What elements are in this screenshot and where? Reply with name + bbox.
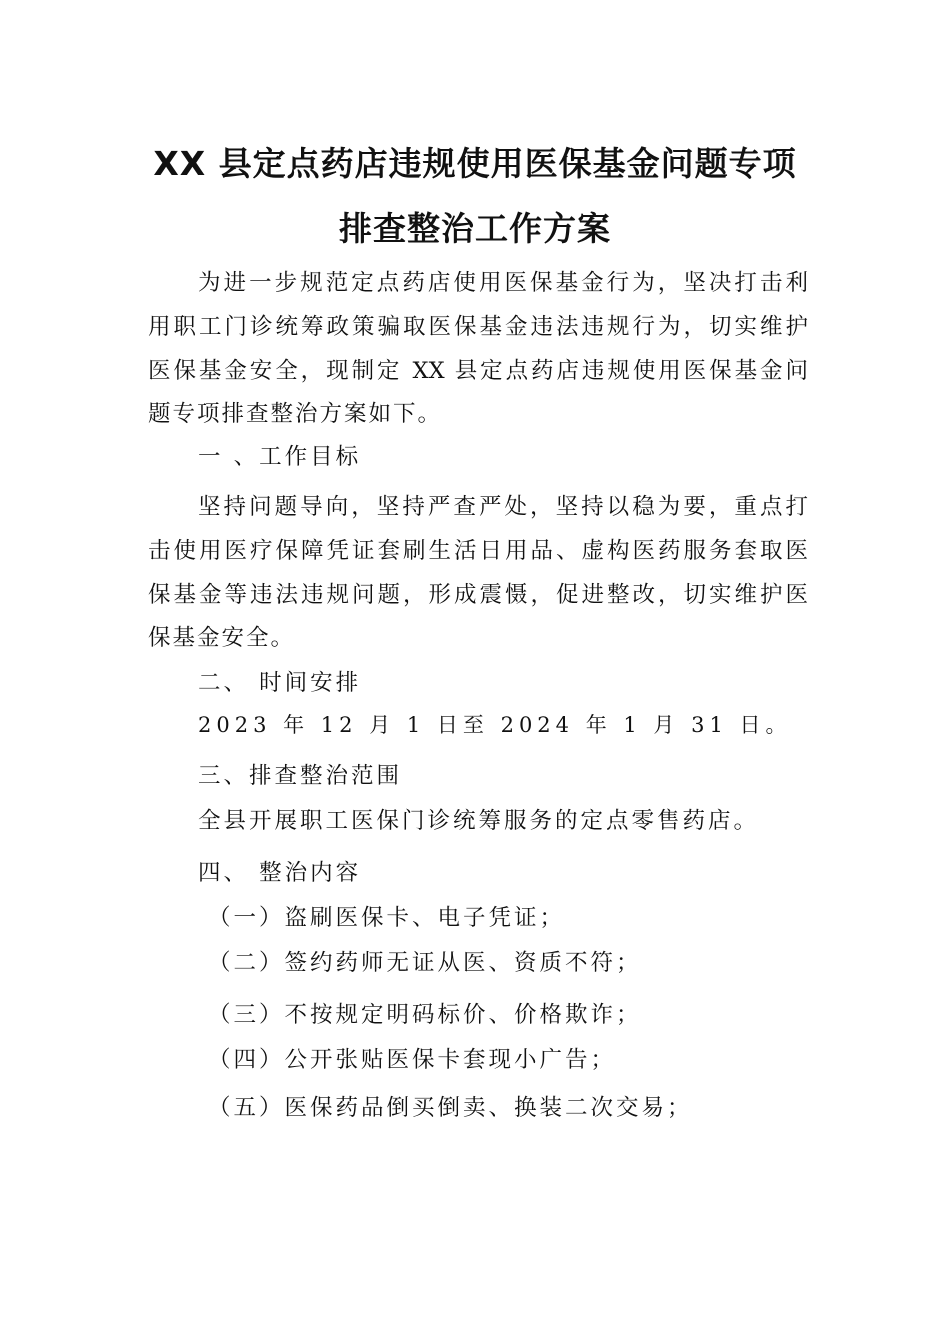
section-2-date-range: 2023 年 12 月 1 日至 2024 年 1 月 31 日。 (198, 713, 792, 737)
section-1-line-3: 保基金等违法违规问题，形成震慑，促进整改，切实维护医 (148, 582, 808, 608)
section-4-item-2: （二）签约药师无证从医、资质不符； (208, 950, 642, 976)
intro-line-1: 为进一步规范定点药店使用医保基金行为，坚决打击利 (198, 270, 808, 296)
section-4-item-5: （五）医保药品倒买倒卖、换装二次交易； (208, 1095, 693, 1121)
section-4-heading: 四、 整治内容 (198, 860, 362, 886)
section-3-text: 全县开展职工医保门诊统筹服务的定点零售药店。 (198, 808, 760, 834)
section-2-heading: 二、 时间安排 (198, 670, 362, 696)
document-title-line-1: XX 县定点药店违规使用医保基金问题专项 (153, 144, 797, 183)
intro-line-3: 医保基金安全，现制定 XX 县定点药店违规使用医保基金问 (148, 358, 808, 384)
section-1-line-4: 保基金安全。 (148, 625, 296, 651)
document-title-line-2: 排查整治工作方案 (339, 209, 611, 248)
intro-line-4: 题专项排查整治方案如下。 (148, 401, 443, 427)
section-1-line-2: 击使用医疗保障凭证套刷生活日用品、虚构医药服务套取医 (148, 538, 808, 564)
section-4-item-4: （四）公开张贴医保卡套现小广告； (208, 1047, 617, 1073)
intro-line-2: 用职工门诊统筹政策骗取医保基金违法违规行为，切实维护 (148, 314, 808, 340)
section-4-item-3: （三）不按规定明码标价、价格欺诈； (208, 1002, 642, 1028)
section-4-item-1: （一）盗刷医保卡、电子凭证； (208, 905, 566, 931)
section-1-line-1: 坚持问题导向，坚持严查严处，坚持以稳为要，重点打 (198, 494, 808, 520)
section-3-heading: 三、排查整治范围 (198, 763, 403, 789)
section-1-heading: 一 、工作目标 (198, 444, 362, 470)
